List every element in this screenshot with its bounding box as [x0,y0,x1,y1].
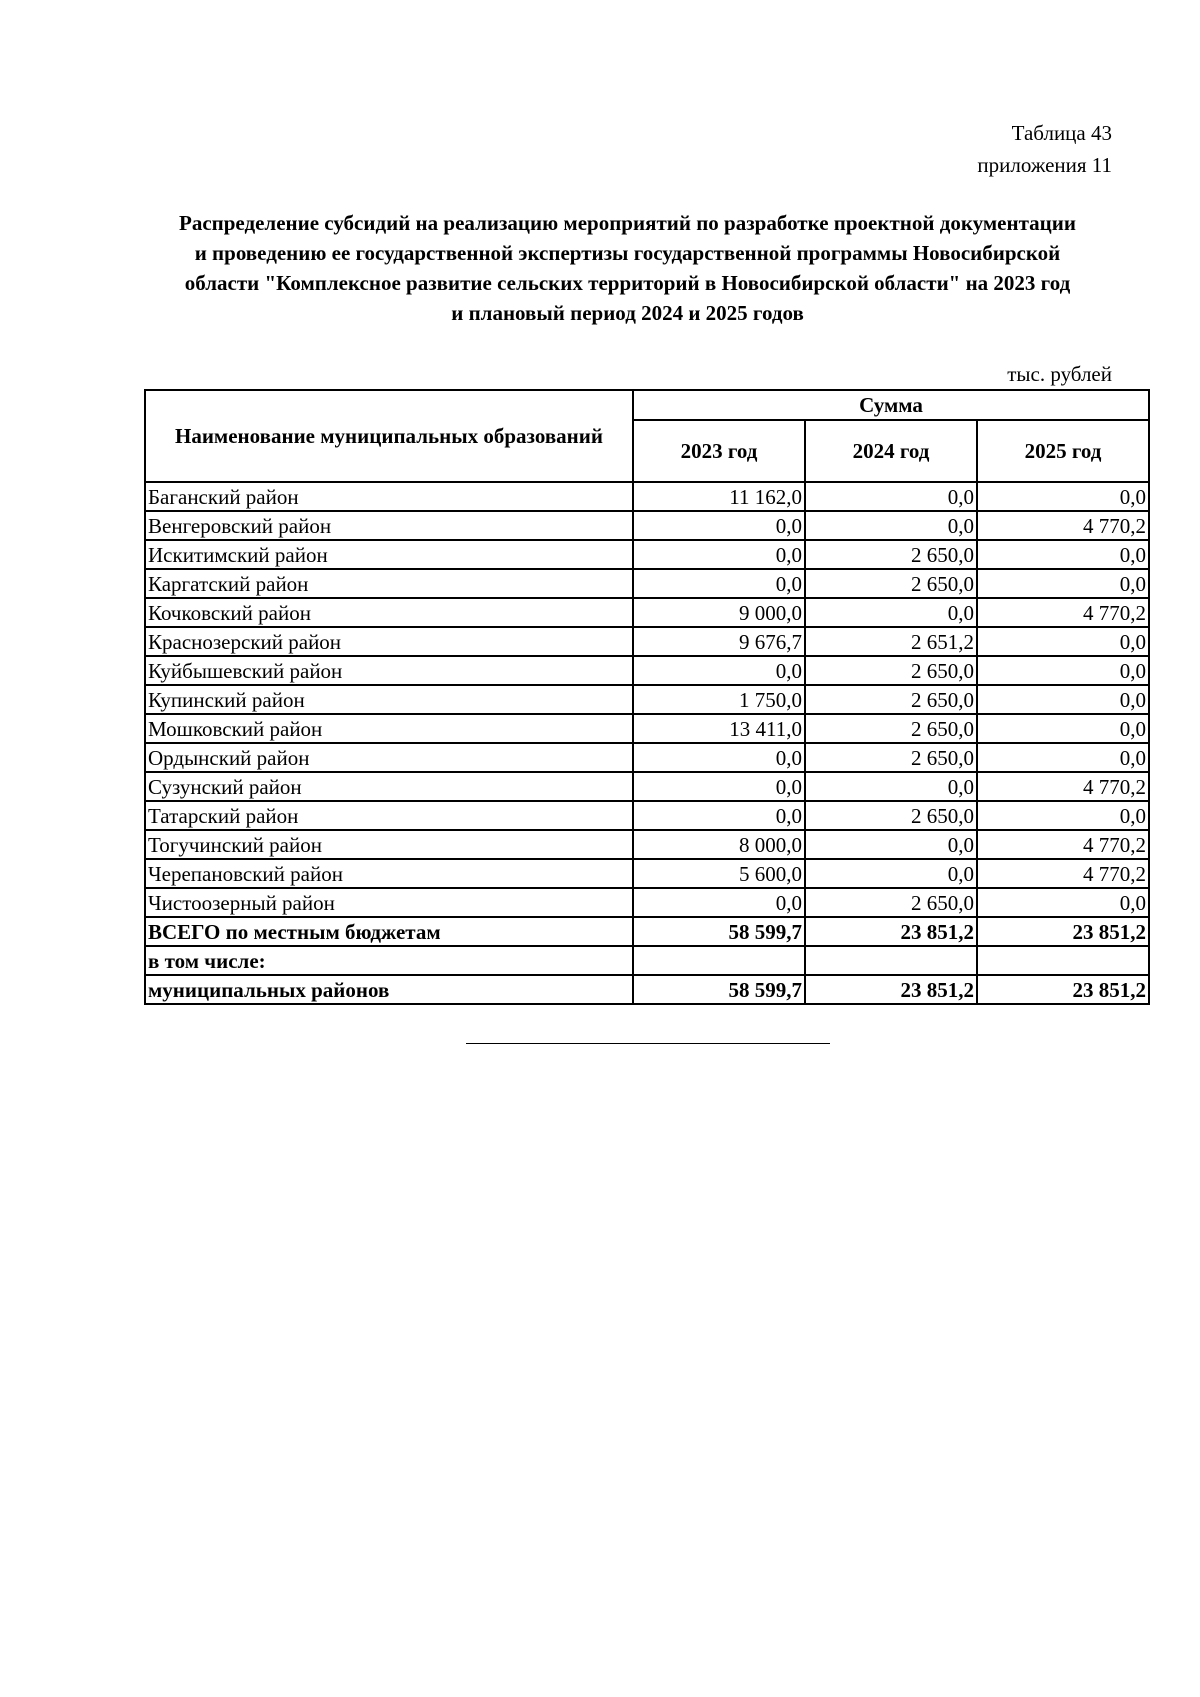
table-row [145,656,1149,685]
row-name: Татарский район [145,801,633,830]
row-name: Тогучинский район [145,830,633,859]
row-name: Купинский район [145,685,633,714]
row-name: Баганский район [145,482,633,511]
table-row [145,627,1149,656]
row-name: Каргатский район [145,569,633,598]
row-value-2023: 0,0 [633,772,805,801]
row-value-2025: 0,0 [977,714,1149,743]
total-label: ВСЕГО по местным бюджетам [145,917,633,946]
total-value-2023: 58 599,7 [633,917,805,946]
row-value-2025: 0,0 [977,627,1149,656]
table-row [145,598,1149,627]
header-sum: Сумма [633,390,1149,420]
districts-row [145,975,1149,1004]
title-line-1: Распределение субсидий на реализацию мероприятий по разработке проектной документации [179,211,1076,235]
table-row [145,830,1149,859]
document-title [140,208,1115,328]
row-value-2025: 0,0 [977,801,1149,830]
header-year-2024: 2024 год [805,420,977,482]
row-value-2024: 2 650,0 [805,714,977,743]
including-value-2025 [977,946,1149,975]
row-value-2024: 0,0 [805,772,977,801]
including-row [145,946,1149,975]
row-value-2023: 0,0 [633,511,805,540]
row-value-2023: 0,0 [633,888,805,917]
row-value-2023: 8 000,0 [633,830,805,859]
row-value-2023: 11 162,0 [633,482,805,511]
districts-value-2023: 58 599,7 [633,975,805,1004]
row-value-2025: 0,0 [977,888,1149,917]
header-year-2023: 2023 год [633,420,805,482]
header-row-sum [145,390,1149,420]
total-value-2025: 23 851,2 [977,917,1149,946]
districts-label: муниципальных районов [145,975,633,1004]
row-name: Венгеровский район [145,511,633,540]
row-name: Кочковский район [145,598,633,627]
table-row [145,714,1149,743]
districts-value-2024: 23 851,2 [805,975,977,1004]
row-value-2024: 2 650,0 [805,569,977,598]
appendix-reference [977,117,1112,181]
table-row [145,482,1149,511]
total-row [145,917,1149,946]
row-value-2023: 0,0 [633,540,805,569]
table-row [145,569,1149,598]
row-value-2025: 0,0 [977,482,1149,511]
including-value-2023 [633,946,805,975]
table-row [145,859,1149,888]
row-value-2024: 2 651,2 [805,627,977,656]
table-row [145,511,1149,540]
table-row [145,888,1149,917]
districts-value-2025: 23 851,2 [977,975,1149,1004]
row-value-2023: 13 411,0 [633,714,805,743]
row-value-2025: 4 770,2 [977,772,1149,801]
including-label: в том числе: [145,946,633,975]
row-value-2023: 0,0 [633,656,805,685]
subsidies-table [144,389,1150,1005]
row-value-2024: 0,0 [805,830,977,859]
row-value-2024: 2 650,0 [805,801,977,830]
table-row [145,743,1149,772]
row-value-2024: 2 650,0 [805,743,977,772]
row-name: Чистоозерный район [145,888,633,917]
row-value-2025: 0,0 [977,540,1149,569]
row-value-2025: 4 770,2 [977,511,1149,540]
row-value-2025: 0,0 [977,685,1149,714]
row-value-2024: 0,0 [805,482,977,511]
row-value-2025: 4 770,2 [977,830,1149,859]
table-number: Таблица 43 [1011,121,1112,145]
row-value-2025: 4 770,2 [977,859,1149,888]
units-label: тыс. рублей [1007,362,1112,386]
including-value-2024 [805,946,977,975]
table-row [145,772,1149,801]
row-value-2024: 0,0 [805,511,977,540]
row-value-2025: 4 770,2 [977,598,1149,627]
row-value-2024: 2 650,0 [805,888,977,917]
row-name: Ордынский район [145,743,633,772]
row-name: Черепановский район [145,859,633,888]
row-value-2023: 0,0 [633,569,805,598]
table-header [145,390,1149,482]
row-name: Мошковский район [145,714,633,743]
row-value-2024: 0,0 [805,859,977,888]
row-value-2025: 0,0 [977,656,1149,685]
table-row [145,540,1149,569]
end-of-table-rule [466,1043,830,1044]
total-value-2024: 23 851,2 [805,917,977,946]
row-value-2024: 2 650,0 [805,656,977,685]
row-name: Краснозерский район [145,627,633,656]
row-value-2023: 9 676,7 [633,627,805,656]
row-name: Куйбышевский район [145,656,633,685]
row-name: Искитимский район [145,540,633,569]
title-line-2: и проведению ее государственной экспертизы государственной программы Новосибирской [194,241,1061,265]
title-line-4: и плановый период 2024 и 2025 годов [451,301,804,325]
row-value-2023: 9 000,0 [633,598,805,627]
header-year-2025: 2025 год [977,420,1149,482]
table-body [145,482,1149,1004]
appendix-number: приложения 11 [977,153,1112,177]
row-value-2024: 2 650,0 [805,540,977,569]
row-value-2023: 5 600,0 [633,859,805,888]
table-row [145,685,1149,714]
row-value-2024: 0,0 [805,598,977,627]
header-municipality: Наименование муниципальных образований [145,390,633,482]
row-value-2024: 2 650,0 [805,685,977,714]
row-value-2025: 0,0 [977,743,1149,772]
table-row [145,801,1149,830]
row-value-2023: 1 750,0 [633,685,805,714]
row-value-2025: 0,0 [977,569,1149,598]
title-line-3: области "Комплексное развитие сельских территорий в Новосибирской области" на 2023 год [184,271,1071,295]
row-value-2023: 0,0 [633,743,805,772]
row-value-2023: 0,0 [633,801,805,830]
row-name: Сузунский район [145,772,633,801]
